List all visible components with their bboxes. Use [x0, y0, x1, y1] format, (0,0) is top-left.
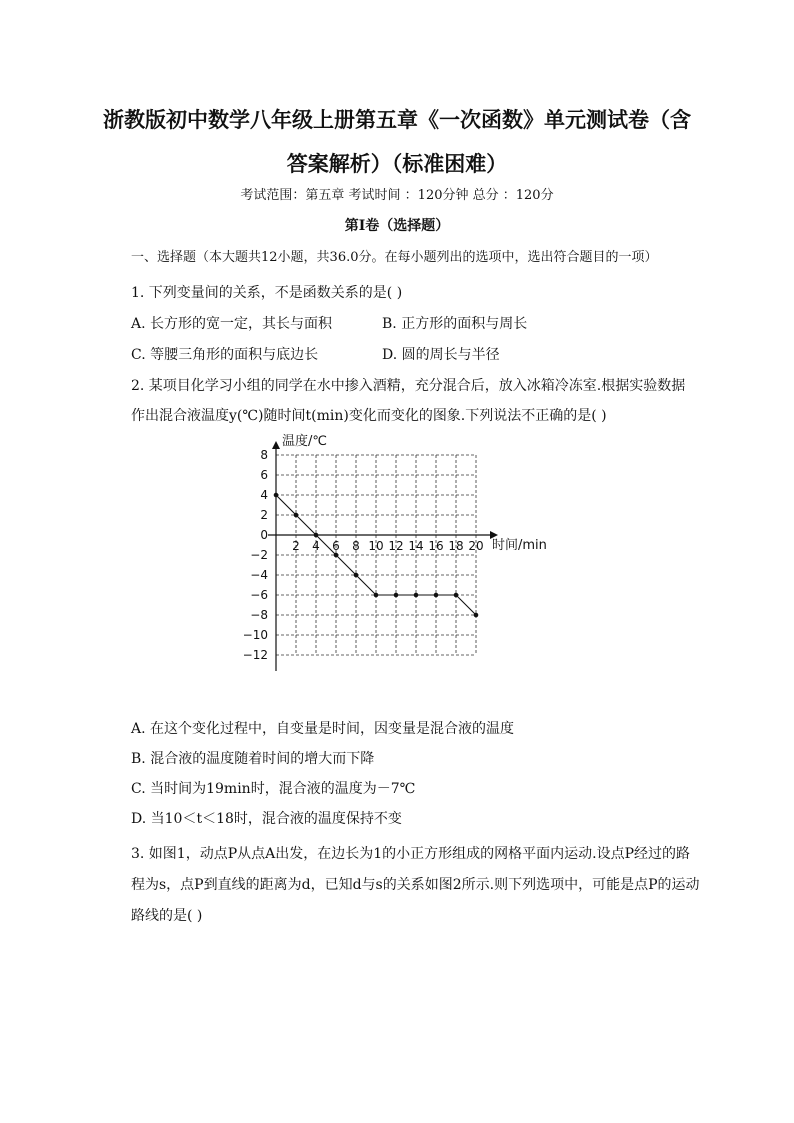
- y-tick-label: 2: [260, 508, 268, 522]
- y-tick-label: −4: [250, 568, 268, 582]
- y-tick-label: −8: [250, 608, 268, 622]
- question-2-option-c: C. 当时间为19min时，混合液的温度为－7℃: [131, 781, 416, 797]
- data-point: [434, 593, 439, 598]
- temperature-time-chart: [230, 428, 560, 678]
- section-heading: 一、选择题（本大题共12小题，共36.0分。在每小题列出的选项中，选出符合题目的一项）: [131, 250, 658, 265]
- x-tick-label: 6: [332, 539, 340, 553]
- y-tick-label: −12: [242, 648, 268, 662]
- y-tick-label: 0: [260, 528, 268, 542]
- y-tick-label: 4: [260, 488, 268, 502]
- part-title: 第I卷（选择题）: [344, 218, 450, 234]
- x-tick-label: 8: [352, 539, 360, 553]
- question-2-option-a: A. 在这个变化过程中，自变量是时间，因变量是混合液的温度: [131, 721, 515, 737]
- x-tick-label: 12: [388, 539, 404, 553]
- x-tick-label: 2: [292, 539, 300, 553]
- y-tick-label: −2: [250, 548, 268, 562]
- y-tick-label: 6: [260, 468, 268, 482]
- y-axis-label: 温度/℃: [282, 434, 327, 449]
- y-tick-label: −6: [250, 588, 268, 602]
- data-point: [314, 533, 319, 538]
- data-point: [294, 513, 299, 518]
- x-axis-label: 时间/min: [492, 538, 547, 553]
- question-3-stem-line-3: 路线的是( ): [131, 908, 203, 924]
- question-1-option-b: B. 正方形的面积与周长: [382, 316, 528, 332]
- document-title: [60, 98, 734, 186]
- x-tick-label: 14: [408, 539, 424, 553]
- data-point: [354, 573, 359, 578]
- question-3-stem-line-1: 3. 如图1，动点P从点A出发，在边长为1的小正方形组成的网格平面内运动.设点P经过的路: [131, 846, 691, 862]
- question-2-option-d: D. 当10＜t＜18时，混合液的温度保持不变: [131, 811, 402, 827]
- data-point: [394, 593, 399, 598]
- x-tick-label: 20: [468, 539, 484, 553]
- data-point: [334, 553, 339, 558]
- question-2-stem-line-1: 2. 某项目化学习小组的同学在水中掺入酒精，充分混合后，放入冰箱冷冻室.根据实验数据: [131, 378, 686, 394]
- title-line-2: 答案解析）（标准困难）: [286, 151, 508, 176]
- x-tick-label: 18: [448, 539, 464, 553]
- x-tick-label: 4: [312, 539, 320, 553]
- question-2-stem-line-2: 作出混合液温度y(℃)随时间t(min)变化而变化的图象.下列说法不正确的是( ): [131, 408, 607, 424]
- data-point: [454, 593, 459, 598]
- question-2-option-b: B. 混合液的温度随着时间的增大而下降: [131, 751, 375, 767]
- question-1-stem: 1. 下列变量间的关系，不是函数关系的是( ): [131, 285, 403, 301]
- x-tick-label: 10: [368, 539, 384, 553]
- title-line-1: 浙教版初中数学八年级上册第五章《一次函数》单元测试卷（含: [103, 107, 691, 132]
- question-1-option-a: A. 长方形的宽一定，其长与面积: [131, 316, 333, 332]
- data-point: [274, 493, 279, 498]
- question-1-option-d: D. 圆的周长与半径: [382, 347, 500, 363]
- x-tick-label: 16: [428, 539, 444, 553]
- question-1-option-c: C. 等腰三角形的面积与底边长: [131, 347, 319, 363]
- data-point: [474, 613, 479, 618]
- exam-meta: 考试范围：第五章 考试时间 ：120分钟 总分 ：120分: [240, 188, 554, 203]
- question-3-stem-line-2: 程为s，点P到直线的距离为d，已知d与s的关系如图2所示.则下列选项中，可能是点P的运动: [131, 877, 700, 893]
- y-tick-label: −10: [242, 628, 268, 642]
- data-point: [414, 593, 419, 598]
- y-axis-arrow: [272, 441, 280, 449]
- y-tick-label: 8: [260, 448, 268, 462]
- data-point: [374, 593, 379, 598]
